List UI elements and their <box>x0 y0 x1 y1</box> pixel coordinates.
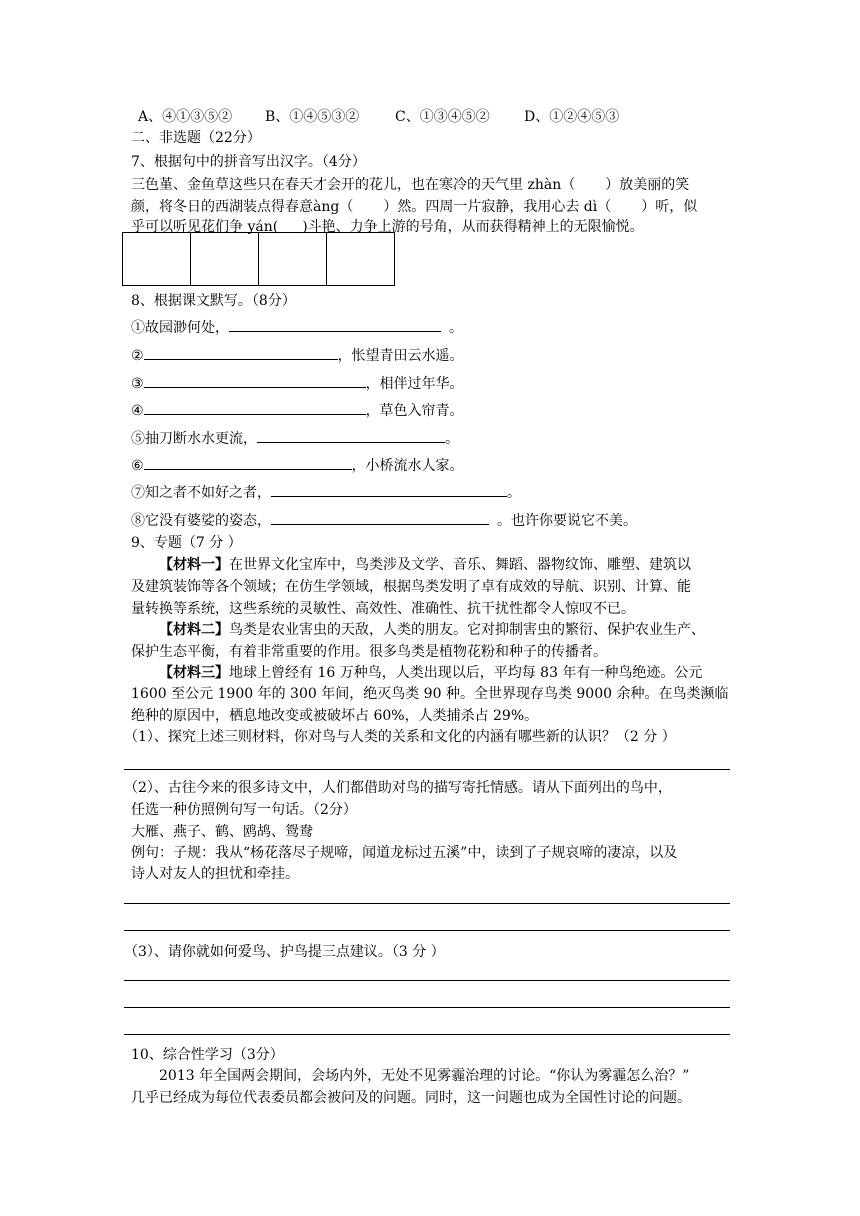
choice-b: B、①④⑤③② <box>265 109 360 125</box>
blank-3[interactable] <box>144 372 366 388</box>
q7-line-2: 颜，将冬日的西湖装点得春意àng（ ）然。四周一片寂静，我用心去 dì（ ）听，似 <box>131 199 698 215</box>
material-3-line-1: 【材料三】地球上曾经有 16 万种鸟，人类出现以后，平均每 83 年有一种鸟绝迹。公元 <box>159 665 703 681</box>
material-2-line-1: 【材料二】鸟类是农业害虫的天敌，人类的朋友。它对抑制害虫的繁衍、保护农业生产、 <box>159 622 705 638</box>
q10-paragraph-line-1: 2013 年全国两会期间，会场内外，无处不见雾霾治理的讨论。“你认为雾霾怎么治？” <box>159 1068 690 1084</box>
material-3-line-3: 绝种的原因中，栖息地改变或被破坏占 60%，人类捕杀占 29%。 <box>131 708 539 724</box>
q8-item-8: ⑧它没有婆娑的姿态， 。也许你要说它不美。 <box>131 509 637 531</box>
q10-title: 10、综合性学习（3分） <box>131 1047 284 1063</box>
choice-a: A、④①③⑤② <box>138 109 233 125</box>
section-heading: 二、非选题（22分） <box>131 130 261 146</box>
q8-item-1: ①故园渺何处， 。 <box>131 316 463 338</box>
q7-line-3: 乎可以听见花们争 yán( )斗艳、力争上游的号角，从而获得精神上的无限愉悦。 <box>131 219 644 235</box>
blank-6[interactable] <box>144 454 352 470</box>
q9-sub-3: （3）、请你就如何爱鸟、护鸟提三点建议。（3 分 ） <box>124 944 445 960</box>
q9-sub-2-line-2: 任选一种仿照例句写一句话。（2分） <box>131 802 357 818</box>
answer-box-4[interactable] <box>327 233 394 285</box>
blank-7[interactable] <box>271 481 507 497</box>
q8-item-5: ⑤抽刀断水水更流， 。 <box>131 427 459 449</box>
answer-line[interactable] <box>124 980 730 981</box>
answer-line[interactable] <box>124 769 730 770</box>
q8-item-3: ③ ，相伴过年华。 <box>131 372 464 394</box>
blank-2[interactable] <box>144 344 338 360</box>
q9-title: 9、专题（7 分 ） <box>131 535 242 551</box>
example-line-2: 诗人对友人的担忧和牵挂。 <box>131 866 299 882</box>
material-1-line-2: 及建筑装饰等各个领域；在仿生学领域，根据鸟类发明了卓有成效的导航、识别、计算、能 <box>131 579 691 595</box>
choice-c: C、①③④⑤② <box>395 109 490 125</box>
q9-sub-1: （1）、探究上述三则材料，你对鸟与人类的关系和文化的内涵有哪些新的认识？（2 分 ） <box>124 729 676 745</box>
blank-4[interactable] <box>144 399 366 415</box>
material-2-line-2: 保护生态平衡，有着非常重要的作用。很多鸟类是植物花粉和种子的传播者。 <box>131 644 607 660</box>
blank-5[interactable] <box>257 427 445 443</box>
example-line-1: 例句：子规：我从“杨花落尽子规啼，闻道龙标过五溪”中，读到了子规哀啼的凄凉，以及 <box>131 845 678 861</box>
q8-item-4: ④ ，草色入帘青。 <box>131 399 464 421</box>
material-1-line-1: 【材料一】在世界文化宝库中，鸟类涉及文学、音乐、舞蹈、器物纹饰、雕塑、建筑以 <box>159 557 691 573</box>
blank-1[interactable] <box>229 316 441 332</box>
answer-line[interactable] <box>124 1007 730 1008</box>
q8-title: 8、根据课文默写。（8分） <box>131 293 296 309</box>
answer-box-2[interactable] <box>191 233 259 285</box>
q9-sub-2-line-1: （2）、古往今来的很多诗文中，人们都借助对鸟的描写寄托情感。请从下面列出的鸟中， <box>124 780 672 796</box>
q7-title: 7、根据句中的拼音写出汉字。（4分） <box>131 154 366 170</box>
q8-item-2: ② ，怅望青田云水遥。 <box>131 344 464 366</box>
answer-box-3[interactable] <box>259 233 327 285</box>
bird-list: 大雁、燕子、鹤、鸥鸪、鸳鸯 <box>131 824 313 840</box>
q10-paragraph-line-2: 几乎已经成为每位代表委员都会被问及的问题。同时，这一问题也成为全国性讨论的问题。 <box>131 1090 691 1106</box>
answer-grid <box>122 232 395 286</box>
q7-line-1: 三色堇、金鱼草这些只在春天才会开的花儿，也在寒冷的天气里 zhàn（ ）放美丽的笑 <box>131 177 690 193</box>
q8-item-7: ⑦知之者不如好之者， 。 <box>131 481 521 503</box>
answer-line[interactable] <box>124 930 730 931</box>
answer-line[interactable] <box>124 903 730 904</box>
material-1-line-3: 量转换等系统，这些系统的灵敏性、高效性、准确性、抗干扰性都令人惊叹不已。 <box>131 601 635 617</box>
answer-line[interactable] <box>124 1034 730 1035</box>
q8-item-6: ⑥ ，小桥流水人家。 <box>131 454 464 476</box>
blank-8[interactable] <box>271 509 489 525</box>
choice-d: D、①②④⑤③ <box>524 109 620 125</box>
material-3-line-2: 1600 至公元 1900 年的 300 年间，绝灭鸟类 90 种。全世界现存鸟类 9000 余种。在鸟类濒临 <box>131 686 729 702</box>
answer-box-1[interactable] <box>123 233 191 285</box>
